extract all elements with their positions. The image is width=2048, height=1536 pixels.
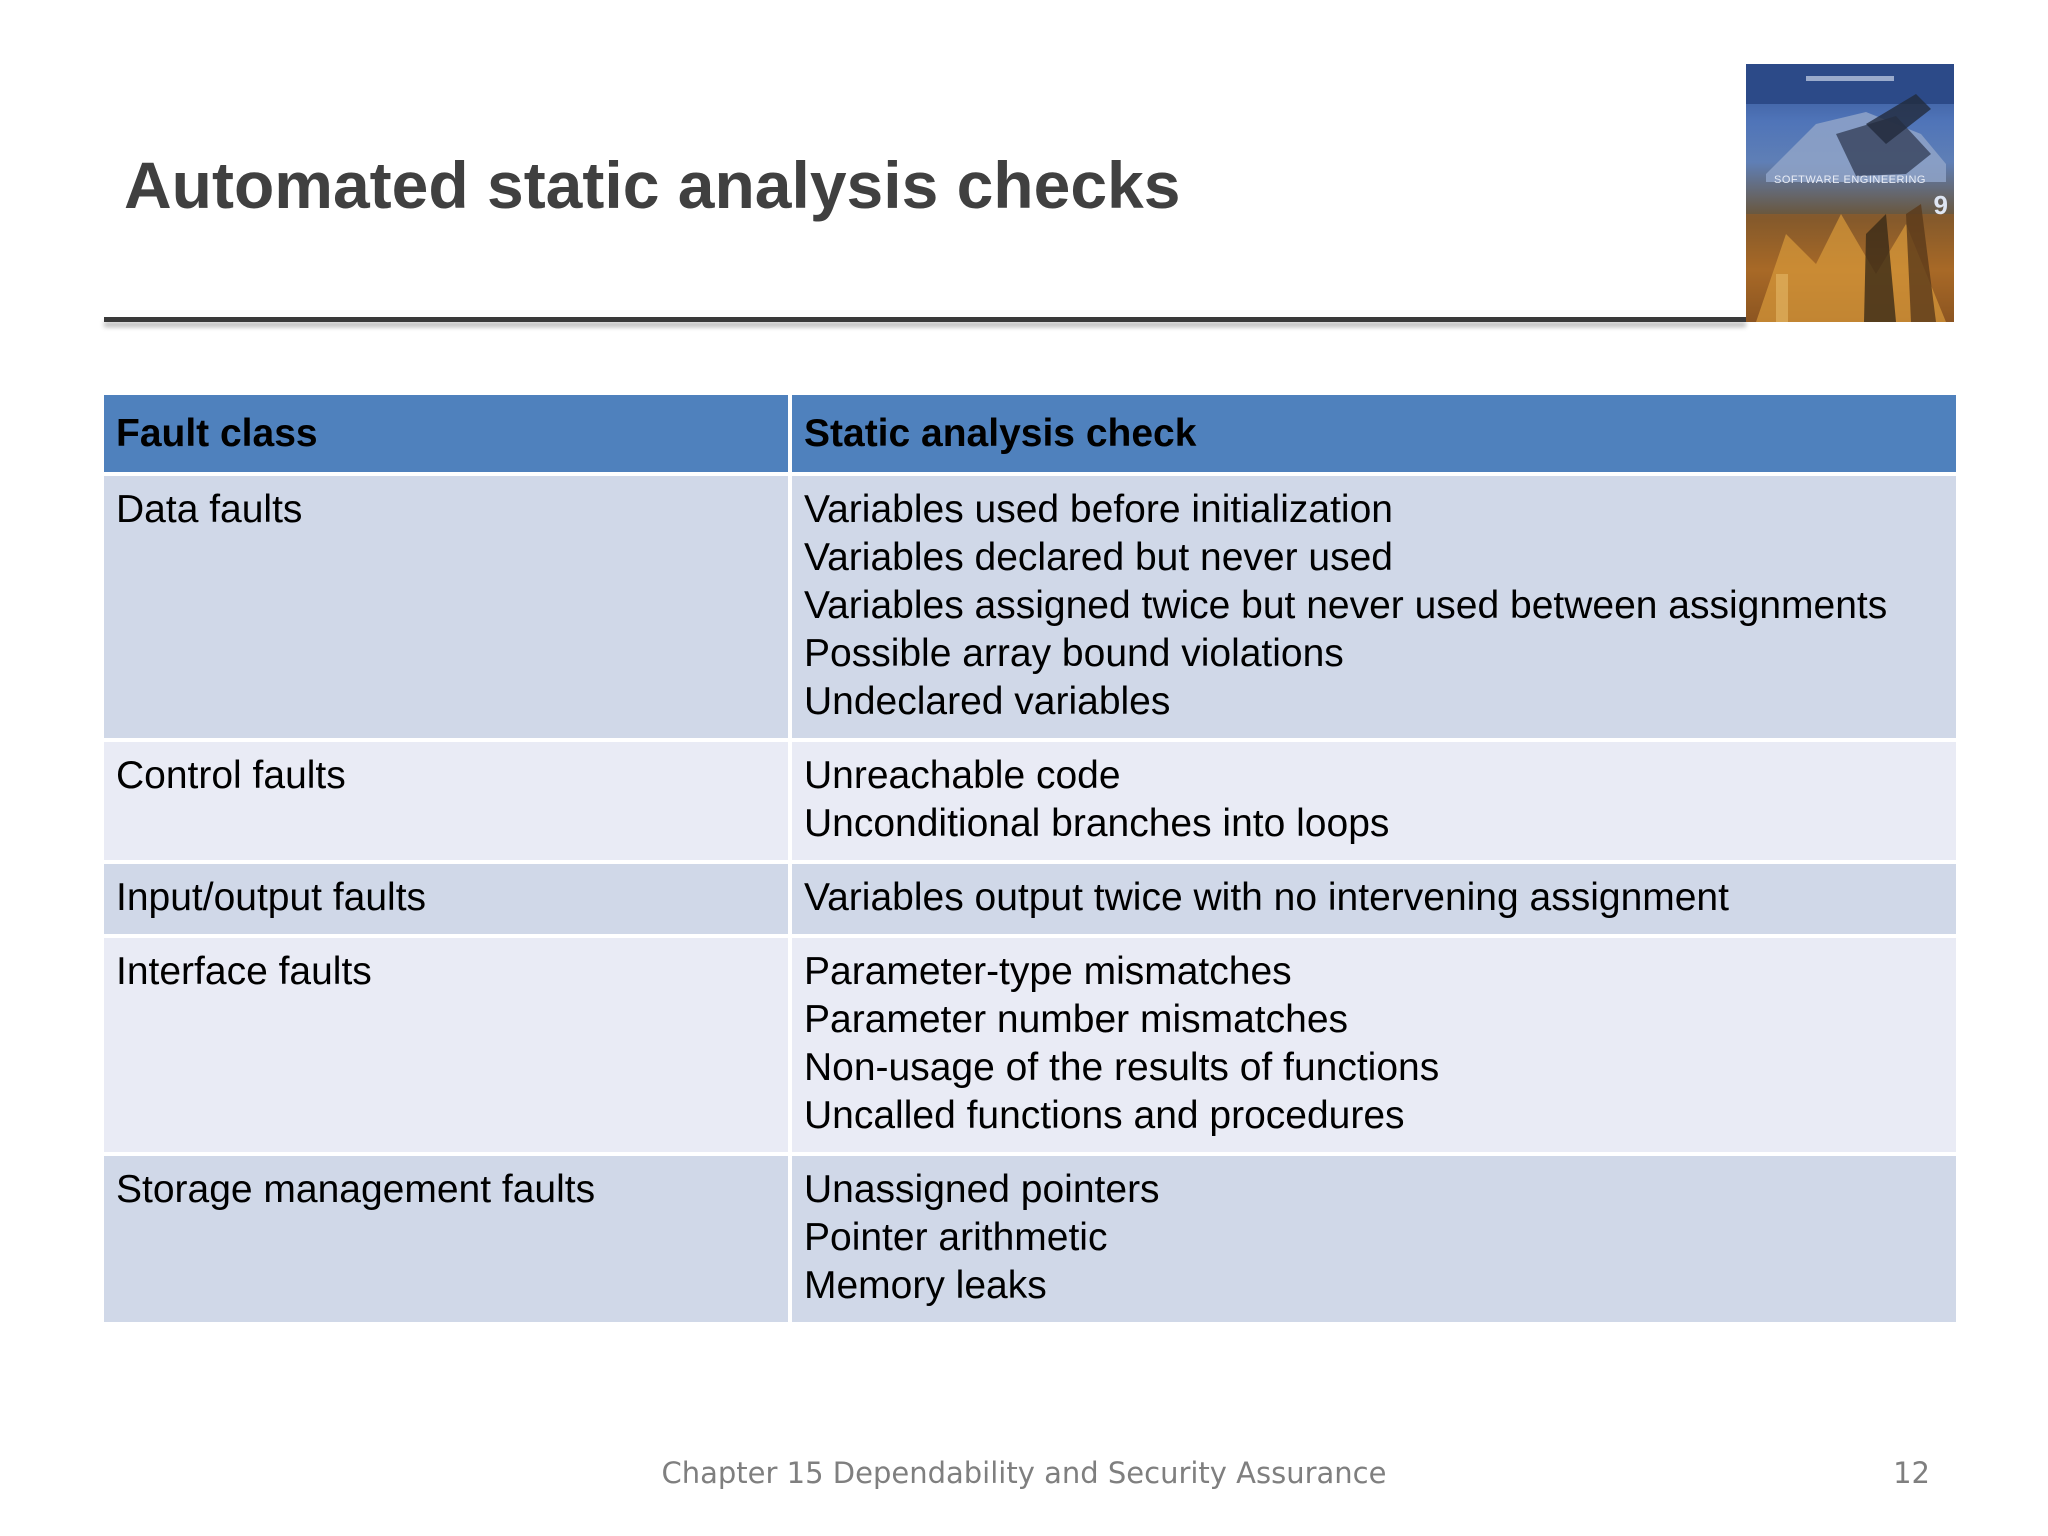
table-row: [104, 862, 1956, 936]
table-row: [104, 1154, 1956, 1322]
slide-title: Automated static analysis checks: [124, 148, 1181, 222]
title-divider: [104, 317, 1746, 322]
check-list: [804, 948, 1944, 1140]
book-cover-title: SOFTWARE ENGINEERING: [1774, 174, 1926, 186]
check-item: Variables assigned twice but never used between assignments: [804, 584, 1888, 627]
check-item: Parameter number mismatches: [804, 998, 1349, 1041]
check-item: Undeclared variables: [804, 680, 1171, 723]
check-item: Uncalled functions and procedures: [804, 1094, 1405, 1137]
fault-class-cell: Input/output faults: [104, 862, 790, 936]
fault-class-cell: Control faults: [104, 740, 790, 862]
book-cover-artwork: [1746, 64, 1954, 322]
check-item: Pointer arithmetic: [804, 1216, 1108, 1259]
check-item: Unreachable code: [804, 754, 1121, 797]
book-cover-edition: 9: [1933, 190, 1948, 220]
check-item: Variables declared but never used: [804, 536, 1393, 579]
check-item: Non-usage of the results of functions: [804, 1046, 1440, 1089]
check-item: Parameter-type mismatches: [804, 950, 1292, 993]
check-cell: [790, 936, 1956, 1154]
fault-class-cell: Data faults: [104, 474, 790, 740]
fault-class-cell: Storage management faults: [104, 1154, 790, 1322]
check-item: Memory leaks: [804, 1264, 1047, 1307]
check-item: Unconditional branches into loops: [804, 802, 1390, 845]
table-row: [104, 740, 1956, 862]
check-list: [804, 874, 1944, 922]
book-cover-image: [1746, 64, 1954, 322]
header-fault-class: Fault class: [104, 395, 790, 474]
check-cell: [790, 1154, 1956, 1322]
table-row: [104, 936, 1956, 1154]
check-cell: [790, 474, 1956, 740]
check-list: [804, 1166, 1944, 1310]
check-list: [804, 486, 1944, 726]
header-static-analysis-check: Static analysis check: [790, 395, 1956, 474]
check-cell: [790, 740, 1956, 862]
fault-class-cell: Interface faults: [104, 936, 790, 1154]
check-cell: [790, 862, 1956, 936]
check-item: Variables output twice with no intervening assignment: [804, 876, 1729, 919]
check-item: Unassigned pointers: [804, 1168, 1160, 1211]
static-analysis-table: [104, 395, 1956, 1322]
page-number: 12: [1893, 1456, 1930, 1490]
check-item: Variables used before initialization: [804, 488, 1393, 531]
footer-chapter-title: Chapter 15 Dependability and Security Assurance: [661, 1456, 1387, 1490]
check-item: Possible array bound violations: [804, 632, 1344, 675]
check-list: [804, 752, 1944, 848]
table-row: [104, 474, 1956, 740]
table-header-row: [104, 395, 1956, 474]
